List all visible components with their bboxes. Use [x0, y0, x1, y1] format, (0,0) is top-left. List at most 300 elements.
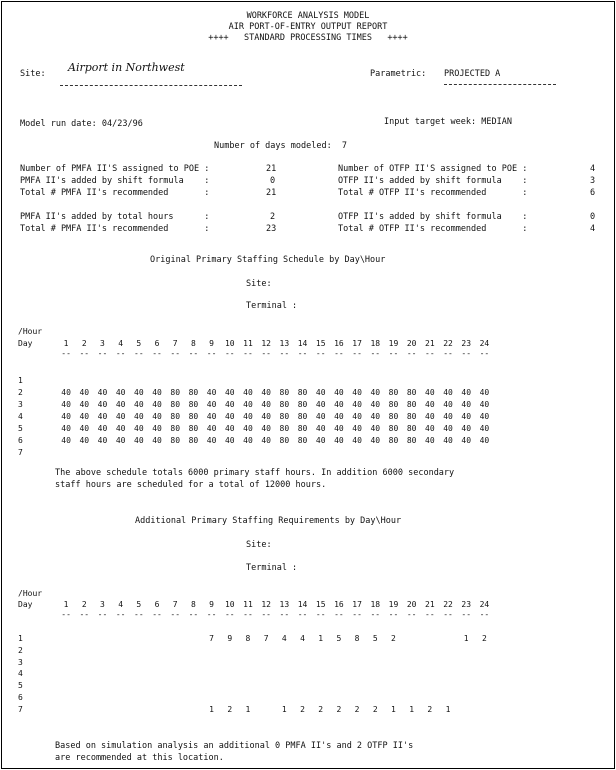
hour-header-cell: 21	[425, 339, 435, 348]
hour-value-cell: 40	[425, 388, 435, 397]
hour-value-cell: 40	[243, 436, 253, 445]
hour-value-cell: 40	[334, 436, 344, 445]
hour-value-cell: 80	[170, 400, 181, 409]
section1-header-dashes	[18, 348, 494, 360]
hour-value-cell: 40	[315, 424, 326, 433]
hour-value-cell: 80	[188, 388, 199, 397]
hour-value-cell: 80	[279, 424, 290, 433]
day-column-label: Day	[18, 339, 33, 348]
hour-header-cell: 4	[118, 339, 124, 348]
hour-header-cell: 6	[154, 339, 160, 348]
hour-header-cell: 19	[388, 600, 399, 609]
hour-header-cell: 7	[172, 339, 178, 348]
hour-value-cell: 80	[406, 400, 417, 409]
section1-terminal: Terminal :	[246, 301, 298, 311]
hour-header-cell: 1	[63, 339, 69, 348]
hour-value-cell: 40	[479, 412, 490, 421]
hour-value-cell: 80	[297, 400, 308, 409]
hour-header-cell: 10	[224, 600, 235, 609]
hour-header-cell: 19	[388, 339, 399, 348]
hour-header-cell: 22	[443, 339, 453, 348]
hour-value-cell: 80	[170, 436, 181, 445]
header-underline: --	[115, 610, 126, 619]
header-underline: --	[352, 610, 362, 619]
hour-value-cell: 80	[388, 412, 399, 421]
header-underline: --	[188, 349, 199, 358]
hour-header-cell: 1	[63, 600, 69, 609]
site-label: Site:	[20, 69, 46, 79]
section1-schedule-grid	[18, 326, 598, 456]
hour-value-cell: 7	[263, 634, 269, 643]
stat-otfp-total2-label: Total # OTFP II's recommended :	[338, 224, 528, 234]
hour-value-cell: 2	[318, 704, 324, 714]
hour-value-cell: 40	[479, 400, 490, 409]
hour-value-cell: 40	[224, 400, 235, 409]
hour-value-cell: 40	[206, 424, 217, 433]
hour-value-cell: 40	[61, 436, 71, 445]
hour-header-cell: 7	[172, 600, 178, 609]
hour-value-cell: 40	[79, 424, 90, 433]
hour-header-cell: 18	[370, 339, 381, 348]
stat-otfp-shift2-value: 0	[590, 212, 596, 222]
hour-value-cell: 40	[425, 424, 435, 433]
hour-value-cell: 40	[261, 388, 271, 397]
header-underline: --	[425, 349, 435, 358]
day-number: 7	[18, 448, 23, 457]
hour-value-cell: 40	[206, 412, 217, 421]
hour-value-cell: 1	[445, 704, 451, 714]
header-underline: --	[297, 610, 308, 619]
header-underline: --	[152, 610, 162, 619]
header-underline: --	[97, 610, 108, 619]
hour-value-cell: 40	[461, 400, 472, 409]
hour-value-cell: 80	[188, 436, 199, 445]
table-row	[18, 668, 494, 680]
hour-value-cell: 1	[463, 634, 469, 643]
hour-header-cell: 11	[243, 339, 253, 348]
header-underline: --	[406, 349, 417, 358]
hour-header-cell: 12	[261, 339, 271, 348]
hour-value-cell: 40	[370, 424, 381, 433]
header-underline: --	[479, 349, 490, 358]
hour-value-cell: 40	[370, 400, 381, 409]
hour-value-cell: 80	[388, 436, 399, 445]
section2-title: Additional Primary Staffing Requirements by Day\Hour	[135, 516, 402, 526]
hour-value-cell: 80	[188, 412, 199, 421]
hour-value-cell: 40	[443, 436, 453, 445]
hour-value-cell: 80	[406, 424, 417, 433]
hour-value-cell: 80	[388, 424, 399, 433]
stat-pmfa-assigned-value: 21	[266, 164, 277, 174]
hour-value-cell: 40	[261, 424, 271, 433]
hour-header-cell: 6	[154, 600, 160, 609]
day-column-label: Day	[18, 600, 33, 609]
hour-value-cell: 40	[261, 400, 271, 409]
hour-value-cell: 80	[170, 412, 181, 421]
section1-hour-label: /Hour	[18, 327, 43, 336]
hour-header-cell: 20	[406, 600, 417, 609]
hour-value-cell: 40	[134, 388, 144, 397]
hour-value-cell: 40	[461, 436, 472, 445]
hour-value-cell: 40	[461, 388, 472, 397]
site-value: Airport in Northwest	[68, 61, 185, 74]
model-run-date: Model run date: 04/23/96	[20, 119, 143, 129]
hour-value-cell: 40	[243, 400, 253, 409]
hour-value-cell: 40	[152, 436, 162, 445]
hour-value-cell: 40	[352, 436, 362, 445]
hour-value-cell: 40	[334, 400, 344, 409]
stat-otfp-assigned-label: Number of OTFP II'S assigned to POE :	[338, 164, 528, 174]
hour-value-cell: 5	[372, 634, 378, 643]
header-underline: --	[115, 349, 126, 358]
hour-value-cell: 2	[227, 704, 233, 714]
hour-value-cell: 40	[425, 400, 435, 409]
hour-value-cell: 40	[315, 412, 326, 421]
hour-value-cell: 4	[300, 634, 305, 643]
stat-otfp-total-value: 6	[590, 188, 596, 198]
hour-value-cell: 4	[281, 634, 287, 643]
day-number: 1	[18, 376, 23, 385]
hour-value-cell: 80	[170, 424, 181, 433]
hour-value-cell: 40	[115, 436, 126, 445]
site-underline	[60, 85, 242, 86]
hour-header-cell: 5	[136, 600, 142, 609]
hour-value-cell: 40	[334, 412, 344, 421]
stat-pmfa-total-value: 21	[266, 188, 277, 198]
hour-value-cell: 40	[479, 388, 490, 397]
table-row	[18, 633, 494, 645]
hour-value-cell: 40	[479, 424, 490, 433]
hour-value-cell: 40	[443, 400, 453, 409]
hour-value-cell: 40	[243, 388, 253, 397]
hour-header-cell: 9	[209, 339, 214, 348]
hour-value-cell: 40	[224, 412, 235, 421]
hour-header-cell: 23	[461, 600, 472, 609]
hour-value-cell: 40	[97, 412, 108, 421]
hour-value-cell: 80	[170, 388, 181, 397]
hour-value-cell: 8	[245, 634, 251, 643]
hour-header-cell: 3	[100, 339, 105, 348]
hour-header-cell: 14	[297, 600, 308, 609]
header-underline: --	[334, 610, 344, 619]
hour-header-cell: 16	[334, 339, 344, 348]
table-row	[18, 399, 494, 411]
hour-value-cell: 80	[188, 424, 199, 433]
header-underline: --	[170, 349, 181, 358]
header-underline: --	[79, 349, 90, 358]
table-row	[18, 375, 494, 387]
hour-value-cell: 80	[297, 436, 308, 445]
report-title: WORKFORCE ANALYSIS MODEL	[246, 11, 370, 21]
hour-value-cell: 40	[152, 400, 162, 409]
hour-header-cell: 14	[297, 339, 308, 348]
section2-requirements-grid	[18, 588, 598, 718]
header-underline: --	[170, 610, 181, 619]
hour-value-cell: 80	[279, 412, 290, 421]
hour-value-cell: 2	[372, 704, 378, 714]
hour-value-cell: 40	[352, 412, 362, 421]
day-number: 5	[18, 424, 23, 433]
header-underline: --	[97, 349, 108, 358]
hour-value-cell: 40	[152, 388, 162, 397]
table-row	[18, 657, 494, 669]
header-underline: --	[370, 610, 381, 619]
header-underline: --	[425, 610, 435, 619]
hour-header-cell: 21	[425, 600, 435, 609]
header-underline: --	[134, 610, 144, 619]
hour-value-cell: 80	[388, 388, 399, 397]
hour-value-cell: 40	[443, 424, 453, 433]
hour-value-cell: 40	[315, 400, 326, 409]
hour-value-cell: 40	[243, 412, 253, 421]
hour-value-cell: 40	[97, 424, 108, 433]
stat-otfp-shift2-label: OTFP II's added by shift formula :	[338, 212, 528, 222]
hour-value-cell: 1	[391, 704, 396, 714]
hour-value-cell: 1	[281, 704, 287, 714]
hour-value-cell: 80	[279, 388, 290, 397]
hour-value-cell: 1	[245, 704, 251, 714]
stat-otfp-shift-value: 3	[590, 176, 596, 186]
hour-value-cell: 2	[427, 704, 433, 714]
header-underline: --	[152, 349, 162, 358]
hour-value-cell: 40	[97, 400, 108, 409]
hour-value-cell: 40	[79, 400, 90, 409]
section2-note-line1: Based on simulation analysis an additional 0 PMFA II's and 2 OTFP II's	[55, 741, 414, 751]
section1-note-line1: The above schedule totals 6000 primary staff hours. In addition 6000 secondary	[55, 468, 455, 478]
header-underline: --	[443, 349, 453, 358]
hour-value-cell: 40	[461, 412, 472, 421]
hour-value-cell: 40	[315, 436, 326, 445]
hour-value-cell: 1	[409, 704, 415, 714]
hour-value-cell: 40	[334, 424, 344, 433]
hour-header-cell: 23	[461, 339, 472, 348]
hour-header-cell: 15	[315, 600, 326, 609]
hour-value-cell: 40	[79, 388, 90, 397]
hour-value-cell: 80	[388, 400, 399, 409]
report-processing-times: ++++ STANDARD PROCESSING TIMES ++++	[208, 33, 408, 43]
hour-header-cell: 2	[81, 600, 87, 609]
hour-value-cell: 80	[406, 412, 417, 421]
header-underline: --	[461, 349, 472, 358]
header-underline: --	[243, 349, 253, 358]
table-row	[18, 387, 494, 399]
table-row	[18, 447, 494, 459]
stat-pmfa-total2-label: Total # PMFA II's recommended :	[20, 224, 210, 234]
stat-pmfa-shift-value: 0	[270, 176, 276, 186]
hour-header-cell: 2	[81, 339, 87, 348]
hour-header-cell: 8	[190, 339, 196, 348]
header-underline: --	[443, 610, 453, 619]
header-underline: --	[279, 349, 290, 358]
days-modeled: Number of days modeled: 7	[214, 141, 348, 151]
hour-value-cell: 80	[406, 436, 417, 445]
hour-header-cell: 5	[136, 339, 142, 348]
header-underline: --	[279, 610, 290, 619]
section2-site: Site:	[246, 540, 272, 550]
hour-header-cell: 8	[190, 600, 196, 609]
section1-note-line2: staff hours are scheduled for a total of 12000 hours.	[55, 480, 327, 490]
header-underline: --	[461, 610, 472, 619]
hour-value-cell: 40	[115, 388, 126, 397]
header-underline: --	[134, 349, 144, 358]
stat-pmfa-total-label: Total # PMFA II's recommended :	[20, 188, 210, 198]
hour-value-cell: 40	[370, 412, 381, 421]
hour-value-cell: 40	[97, 388, 108, 397]
hour-header-cell: 13	[279, 600, 290, 609]
header-underline: --	[61, 349, 71, 358]
hour-value-cell: 40	[79, 412, 90, 421]
hour-value-cell: 1	[209, 704, 214, 714]
hour-value-cell: 40	[115, 424, 126, 433]
stat-otfp-total-label: Total # OTFP II's recommended :	[338, 188, 528, 198]
hour-value-cell: 2	[354, 704, 360, 714]
stat-pmfa-shift-label: PMFA II's added by shift formula :	[20, 176, 210, 186]
stat-pmfa-hours-value: 2	[270, 212, 276, 222]
hour-value-cell: 40	[134, 400, 144, 409]
hour-value-cell: 2	[391, 634, 396, 643]
hour-value-cell: 2	[481, 634, 487, 643]
header-underline: --	[352, 349, 362, 358]
hour-value-cell: 2	[300, 704, 305, 714]
header-underline: --	[388, 349, 399, 358]
hour-value-cell: 40	[97, 436, 108, 445]
table-row	[18, 645, 494, 657]
hour-header-cell: 24	[479, 339, 490, 348]
hour-header-cell: 13	[279, 339, 290, 348]
hour-value-cell: 40	[224, 424, 235, 433]
hour-value-cell: 40	[206, 400, 217, 409]
day-number: 4	[18, 412, 23, 421]
header-underline: --	[315, 349, 326, 358]
header-underline: --	[206, 349, 217, 358]
day-number: 6	[18, 436, 23, 445]
hour-value-cell: 80	[297, 424, 308, 433]
stat-pmfa-hours-label: PMFA II's added by total hours :	[20, 212, 210, 222]
hour-value-cell: 2	[336, 704, 342, 714]
section1-title: Original Primary Staffing Schedule by Day\Hour	[150, 255, 386, 265]
day-number: 6	[18, 693, 23, 702]
hour-value-cell: 40	[206, 388, 217, 397]
day-number: 7	[18, 704, 23, 714]
table-row	[18, 680, 494, 692]
day-number: 3	[18, 400, 23, 409]
hour-header-cell: 15	[315, 339, 326, 348]
hour-header-cell: 24	[479, 600, 490, 609]
hour-value-cell: 40	[315, 388, 326, 397]
hour-header-cell: 20	[406, 339, 417, 348]
input-target-week: Input target week: MEDIAN	[384, 117, 512, 127]
hour-value-cell: 40	[115, 412, 126, 421]
day-number: 3	[18, 657, 23, 667]
header-underline: --	[224, 610, 235, 619]
header-underline: --	[243, 610, 253, 619]
hour-header-cell: 12	[261, 600, 271, 609]
report-subtitle: AIR PORT-OF-ENTRY OUTPUT REPORT	[228, 22, 388, 32]
header-underline: --	[388, 610, 399, 619]
hour-value-cell: 80	[279, 436, 290, 445]
table-row	[18, 435, 494, 447]
hour-value-cell: 40	[152, 412, 162, 421]
header-underline: --	[188, 610, 199, 619]
hour-value-cell: 80	[297, 388, 308, 397]
hour-header-cell: 3	[100, 600, 105, 609]
header-underline: --	[370, 349, 381, 358]
parametric-label: Parametric:	[370, 69, 427, 79]
stat-otfp-total2-value: 4	[590, 224, 596, 234]
hour-value-cell: 40	[134, 412, 144, 421]
hour-value-cell: 40	[61, 400, 71, 409]
hour-header-cell: 11	[243, 600, 253, 609]
header-underline: --	[224, 349, 235, 358]
header-underline: --	[479, 610, 490, 619]
table-row	[18, 411, 494, 423]
header-underline: --	[61, 610, 71, 619]
header-underline: --	[297, 349, 308, 358]
hour-value-cell: 80	[188, 400, 199, 409]
parametric-underline	[444, 84, 556, 85]
hour-value-cell: 40	[352, 424, 362, 433]
hour-value-cell: 40	[79, 436, 90, 445]
hour-header-cell: 18	[370, 600, 381, 609]
hour-value-cell: 5	[336, 634, 342, 643]
day-number: 4	[18, 669, 23, 679]
hour-header-cell: 16	[334, 600, 344, 609]
hour-value-cell: 40	[370, 388, 381, 397]
stat-otfp-assigned-value: 4	[590, 164, 596, 174]
hour-value-cell: 40	[152, 424, 162, 433]
hour-value-cell: 40	[61, 388, 71, 397]
hour-value-cell: 40	[261, 436, 271, 445]
hour-value-cell: 40	[334, 388, 344, 397]
hour-value-cell: 40	[443, 388, 453, 397]
hour-value-cell: 40	[352, 400, 362, 409]
hour-value-cell: 40	[134, 424, 144, 433]
section2-hour-label: /Hour	[18, 589, 43, 598]
hour-value-cell: 40	[224, 436, 235, 445]
stat-pmfa-assigned-label: Number of PMFA II'S assigned to POE :	[20, 164, 210, 174]
day-number: 5	[18, 681, 23, 691]
hour-value-cell: 7	[209, 634, 214, 643]
header-underline: --	[315, 610, 326, 619]
section1-site: Site:	[246, 279, 272, 289]
header-underline: --	[334, 349, 344, 358]
header-underline: --	[261, 610, 271, 619]
section2-terminal: Terminal :	[246, 563, 298, 573]
day-number: 2	[18, 645, 23, 655]
hour-value-cell: 40	[425, 412, 435, 421]
hour-value-cell: 1	[318, 634, 324, 643]
hour-value-cell: 40	[134, 436, 144, 445]
hour-value-cell: 40	[425, 436, 435, 445]
header-underline: --	[206, 610, 217, 619]
section2-header-dashes	[18, 609, 494, 621]
table-row	[18, 423, 494, 435]
hour-header-cell: 9	[209, 600, 214, 609]
day-number: 2	[18, 388, 23, 397]
hour-value-cell: 40	[61, 424, 71, 433]
hour-header-cell: 10	[224, 339, 235, 348]
hour-value-cell: 80	[406, 388, 417, 397]
hour-value-cell: 40	[243, 424, 253, 433]
hour-value-cell: 40	[461, 424, 472, 433]
hour-value-cell: 40	[352, 388, 362, 397]
hour-value-cell: 40	[261, 412, 271, 421]
header-underline: --	[79, 610, 90, 619]
hour-value-cell: 40	[443, 412, 453, 421]
parametric-value: PROJECTED A	[444, 69, 501, 79]
hour-value-cell: 40	[206, 436, 217, 445]
hour-value-cell: 40	[61, 412, 71, 421]
